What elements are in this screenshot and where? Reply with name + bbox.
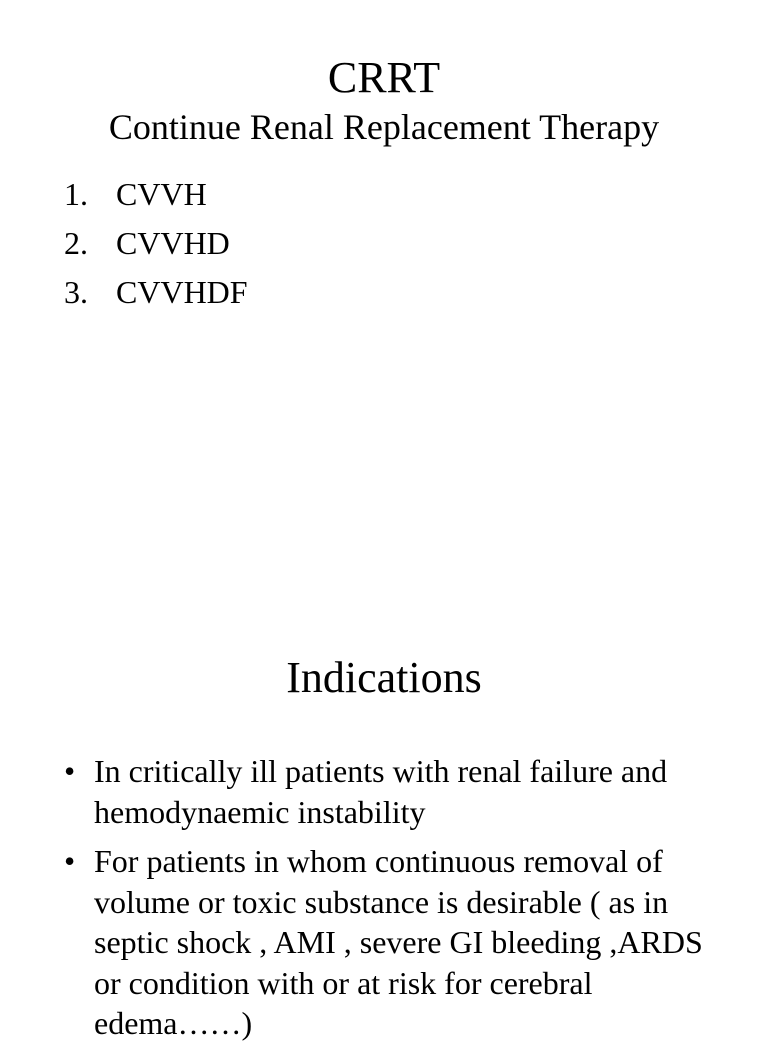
list-item-number: 3. <box>64 274 88 310</box>
list-item <box>64 170 248 219</box>
slide-title: CRRT <box>327 53 441 102</box>
list-item <box>64 268 248 317</box>
list-item-text: CVVHD <box>116 225 230 261</box>
bullet-item <box>64 841 714 1044</box>
list-item-text: CVVH <box>116 176 207 212</box>
modality-list <box>64 170 248 317</box>
bullet-text: For patients in whom continuous removal of volume or toxic substance is desirable ( as in septic shock , AMI , severe GI bleeding ,ARDS or condition with or at risk for cerebral edema……) <box>94 843 703 1041</box>
list-item <box>64 219 248 268</box>
slide-subtitle: Continue Renal Replacement Therapy <box>108 107 660 147</box>
list-item-number: 2. <box>64 225 88 261</box>
bullet-icon: • <box>64 753 76 789</box>
slide-indications <box>0 600 768 1041</box>
bullet-item <box>64 751 714 832</box>
list-item-number: 1. <box>64 176 88 212</box>
list-item-text: CVVHDF <box>116 274 248 310</box>
bullet-text: In critically ill patients with renal failure and hemodynaemic instability <box>94 753 668 830</box>
slide-title: Indications <box>286 653 482 702</box>
bullet-icon: • <box>64 843 76 879</box>
indications-list <box>64 751 714 1053</box>
